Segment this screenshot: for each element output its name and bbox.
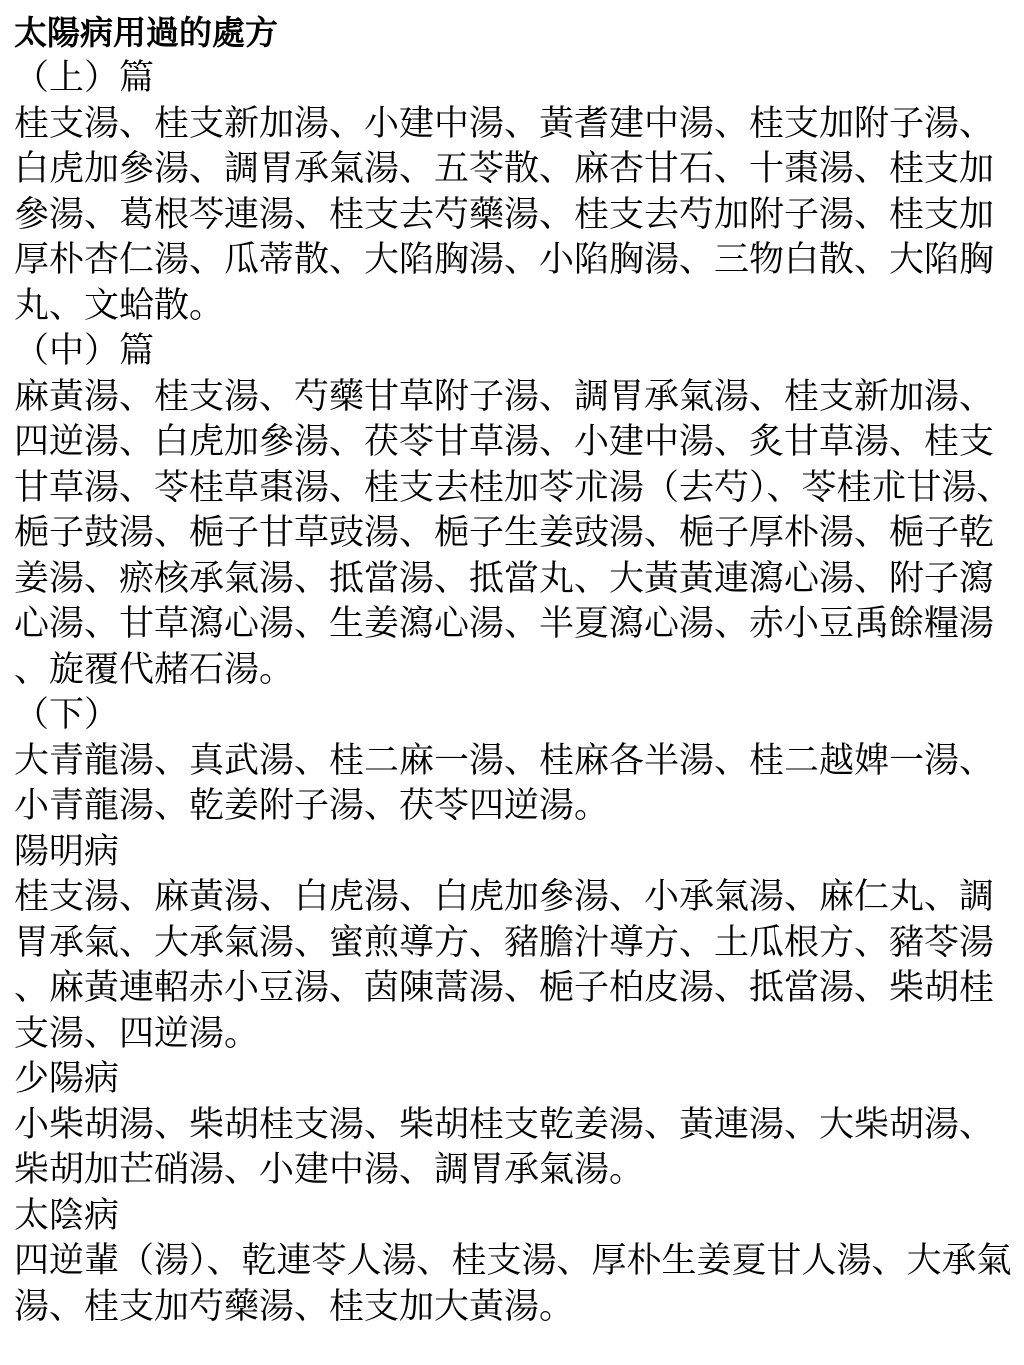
section-heading: 太陰病 <box>14 1195 120 1236</box>
section-heading: （中）篇 <box>14 331 155 371</box>
section-taiyang-lower <box>14 693 1014 830</box>
document-page <box>14 10 1014 1330</box>
section-heading: 少陽病 <box>14 1059 120 1099</box>
section-shaoyang <box>14 1057 1014 1194</box>
section-taiyang-middle <box>14 329 1014 693</box>
formula-list: 桂支湯、麻黃湯、白虎湯、白虎加參湯、小承氣湯、麻仁丸、調胃承氣、大承氣湯、蜜煎導方、豬膽汁導方、土瓜根方、豬苓湯、麻黃連軺赤小豆湯、茵陳蒿湯、梔子柏皮湯、抵當湯、柴胡桂支湯、四逆湯。 <box>14 877 995 1054</box>
document-title: 太陽病用過的處方 <box>14 13 278 52</box>
section-heading: （下） <box>14 695 120 735</box>
section-taiyang-upper <box>14 56 1014 329</box>
section-heading: （上）篇 <box>14 58 155 98</box>
section-yangming <box>14 830 1014 1058</box>
section-taiyin <box>14 1194 1014 1331</box>
section-heading: 陽明病 <box>14 831 120 872</box>
formula-list: 四逆輩（湯）、乾連苓人湯、桂支湯、厚朴生姜夏甘人湯、大承氣湯、桂支加芍藥湯、桂支加大黃湯。 <box>14 1241 1012 1327</box>
formula-list: 大青龍湯、真武湯、桂二麻一湯、桂麻各半湯、桂二越婢一湯、小青龍湯、乾姜附子湯、茯苓四逆湯。 <box>14 740 995 826</box>
formula-list: 麻黃湯、桂支湯、芍藥甘草附子湯、調胃承氣湯、桂支新加湯、四逆湯、白虎加參湯、茯苓甘草湯、小建中湯、炙甘草湯、桂支甘草湯、苓桂草棗湯、桂支去桂加苓朮湯（去芍）、苓桂朮甘湯、梔子鼓湯、梔子甘草豉湯、梔子生姜豉湯、梔子厚朴湯、梔子乾姜湯、瘀核承氣湯、抵當湯、抵當丸、大黃黃連瀉心湯、附子瀉心湯、甘草瀉心湯、生姜瀉心湯、半夏瀉心湯、赤小豆禹餘糧湯、旋覆代赭石湯。 <box>14 376 1012 690</box>
formula-list: 桂支湯、桂支新加湯、小建中湯、黃耆建中湯、桂支加附子湯、白虎加參湯、調胃承氣湯、五苓散、麻杏甘石、十棗湯、桂支加參湯、葛根芩連湯、桂支去芍藥湯、桂支去芍加附子湯、桂支加厚朴杏仁湯、瓜蒂散、大陷胸湯、小陷胸湯、三物白散、大陷胸丸、文蛤散。 <box>14 103 995 326</box>
formula-list: 小柴胡湯、柴胡桂支湯、柴胡桂支乾姜湯、黃連湯、大柴胡湯、柴胡加芒硝湯、小建中湯、調胃承氣湯。 <box>14 1104 995 1190</box>
